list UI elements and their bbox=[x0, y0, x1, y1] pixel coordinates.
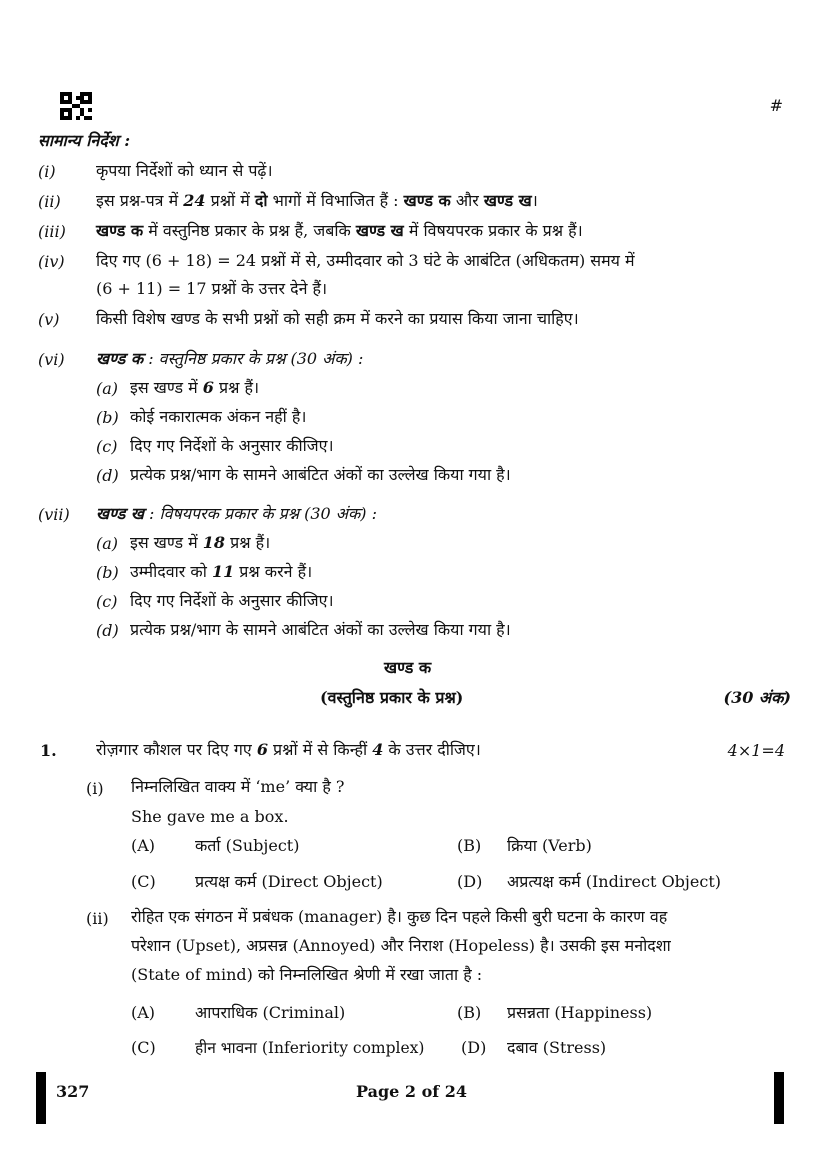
option-text: अप्रत्यक्ष कर्म (Indirect Object) bbox=[507, 872, 721, 891]
sub-text: दिए गए निर्देशों के अनुसार कीजिए। bbox=[130, 436, 334, 455]
bold-section-b: खण्ड ख bbox=[96, 504, 144, 523]
part-text-continued: परेशान (Upset), अप्रसन्न (Annoyed) और निराश (Hopeless) है। उसकी इस मनोदशा bbox=[131, 936, 671, 955]
bold-section-a: खण्ड क bbox=[96, 221, 144, 240]
bold-number: 11 bbox=[211, 562, 235, 581]
bold-number: 24 bbox=[183, 191, 206, 210]
option-label: (B) bbox=[457, 836, 482, 855]
option-text: कर्ता (Subject) bbox=[195, 836, 300, 855]
option-text: प्रत्यक्ष कर्म (Direct Object) bbox=[195, 872, 383, 891]
bold-number: 6 bbox=[202, 378, 214, 397]
part-text-continued: (State of mind) को निम्नलिखित श्रेणी में रखा जाता है : bbox=[131, 965, 483, 984]
text-run: में वस्तुनिष्ठ प्रकार के प्रश्न हैं, जबकि bbox=[143, 221, 356, 240]
instruction-text-continued: (6 + 11) = 17 प्रश्नों के उत्तर देने हैं। bbox=[96, 279, 328, 298]
instruction-text bbox=[96, 220, 583, 242]
bold-section-b: खण्ड ख bbox=[355, 221, 404, 240]
footer-right-bar bbox=[774, 1072, 784, 1124]
sub-label: (d) bbox=[96, 621, 119, 640]
option-label: (C) bbox=[131, 872, 156, 891]
text-run: प्रश्नों में bbox=[205, 191, 255, 210]
text-run: रोज़गार कौशल पर दिए गए bbox=[96, 740, 257, 759]
text-run: : विषयपरक प्रकार के प्रश्न (30 अंक) : bbox=[143, 504, 378, 523]
text-run: के उत्तर दीजिए। bbox=[383, 740, 481, 759]
instruction-text: कृपया निर्देशों को ध्यान से पढ़ें। bbox=[96, 161, 273, 180]
sub-text bbox=[130, 532, 270, 554]
sub-text bbox=[130, 377, 259, 399]
bold-text: दो bbox=[254, 191, 268, 210]
sub-text: दिए गए निर्देशों के अनुसार कीजिए। bbox=[130, 591, 334, 610]
section-title: खण्ड क bbox=[384, 658, 432, 677]
part-text: रोहित एक संगठन में प्रबंधक (manager) है। कुछ दिन पहले किसी बुरी घटना के कारण वह bbox=[131, 907, 668, 926]
option-label: (A) bbox=[131, 836, 156, 855]
instruction-text bbox=[96, 190, 538, 212]
text-run: उम्मीदवार को bbox=[130, 562, 212, 581]
bold-section-a: खण्ड क bbox=[403, 191, 451, 210]
option-label: (D) bbox=[457, 872, 483, 891]
option-label: (C) bbox=[131, 1038, 156, 1057]
part-sentence: She gave me a box. bbox=[131, 807, 289, 826]
sub-text: कोई नकारात्मक अंकन नहीं है। bbox=[130, 407, 307, 426]
instruction-number: (iv) bbox=[38, 252, 65, 271]
instruction-text: दिए गए (6 + 18) = 24 प्रश्नों में से, उम्मीदवार को 3 घंटे के आबंटित (अधिकतम) समय में bbox=[96, 251, 635, 270]
question-marks: 4×1=4 bbox=[727, 741, 785, 760]
qr-code-icon bbox=[60, 92, 92, 120]
sub-text bbox=[130, 561, 312, 583]
instruction-number: (vi) bbox=[38, 350, 65, 369]
instruction-number: (v) bbox=[38, 310, 60, 329]
option-text: प्रसन्नता (Happiness) bbox=[507, 1003, 653, 1022]
text-run: । bbox=[531, 191, 538, 210]
sub-label: (b) bbox=[96, 563, 119, 582]
sub-label: (b) bbox=[96, 408, 119, 427]
part-number: (ii) bbox=[86, 909, 109, 928]
section-marks: (30 अंक) bbox=[723, 688, 791, 707]
sub-label: (d) bbox=[96, 466, 119, 485]
part-text: निम्नलिखित वाक्य में ‘me’ क्या है ? bbox=[131, 777, 345, 796]
sub-label: (a) bbox=[96, 379, 119, 398]
text-run: प्रश्न हैं। bbox=[225, 533, 271, 552]
text-run: : वस्तुनिष्ठ प्रकार के प्रश्न (30 अंक) : bbox=[143, 349, 364, 368]
instruction-number: (i) bbox=[38, 162, 56, 181]
bold-number: 6 bbox=[256, 740, 268, 759]
text-run: प्रश्न करने हैं। bbox=[234, 562, 313, 581]
instruction-text: किसी विशेष खण्ड के सभी प्रश्नों को सही क्रम में करने का प्रयास किया जाना चाहिए। bbox=[96, 309, 579, 328]
instruction-number: (vii) bbox=[38, 505, 70, 524]
option-label: (D) bbox=[461, 1038, 487, 1057]
footer-left-bar bbox=[36, 1072, 46, 1124]
option-text: आपराधिक (Criminal) bbox=[195, 1003, 346, 1022]
bold-number: 18 bbox=[202, 533, 226, 552]
page-hash-mark: # bbox=[769, 96, 783, 115]
question-number: 1. bbox=[40, 741, 57, 760]
page-number: Page 2 of 24 bbox=[356, 1082, 467, 1101]
instructions-title: सामान्य निर्देश : bbox=[38, 131, 131, 150]
text-run: इस खण्ड में bbox=[130, 378, 203, 397]
sub-text: प्रत्येक प्रश्न/भाग के सामने आबंटित अंकों का उल्लेख किया गया है। bbox=[130, 465, 511, 484]
text-run: और bbox=[450, 191, 484, 210]
paper-code: 327 bbox=[56, 1082, 90, 1101]
section-b-instruction-heading bbox=[96, 503, 377, 525]
question-text bbox=[96, 739, 481, 761]
sub-label: (c) bbox=[96, 437, 118, 456]
bold-section-b: खण्ड ख bbox=[483, 191, 532, 210]
instruction-number: (iii) bbox=[38, 222, 66, 241]
text-run: इस खण्ड में bbox=[130, 533, 203, 552]
option-text: क्रिया (Verb) bbox=[507, 836, 592, 855]
section-subtitle: (वस्तुनिष्ठ प्रकार के प्रश्न) bbox=[320, 688, 464, 707]
text-run: में विषयपरक प्रकार के प्रश्न हैं। bbox=[403, 221, 583, 240]
text-run: प्रश्न हैं। bbox=[213, 378, 260, 397]
part-number: (i) bbox=[86, 779, 104, 798]
option-text: दबाव (Stress) bbox=[507, 1038, 607, 1057]
sub-text: प्रत्येक प्रश्न/भाग के सामने आबंटित अंकों का उल्लेख किया गया है। bbox=[130, 620, 511, 639]
sub-label: (a) bbox=[96, 534, 119, 553]
instruction-number: (ii) bbox=[38, 192, 61, 211]
sub-label: (c) bbox=[96, 592, 118, 611]
section-a-instruction-heading bbox=[96, 348, 363, 370]
text-run: इस प्रश्न-पत्र में bbox=[96, 191, 184, 210]
text-run: प्रश्नों में से किन्हीं bbox=[267, 740, 373, 759]
option-text: हीन भावना (Inferiority complex) bbox=[195, 1039, 425, 1057]
option-label: (B) bbox=[457, 1003, 482, 1022]
text-run: भागों में विभाजित हैं : bbox=[267, 191, 404, 210]
option-label: (A) bbox=[131, 1003, 156, 1022]
bold-section-a: खण्ड क bbox=[96, 349, 144, 368]
bold-number: 4 bbox=[372, 740, 384, 759]
